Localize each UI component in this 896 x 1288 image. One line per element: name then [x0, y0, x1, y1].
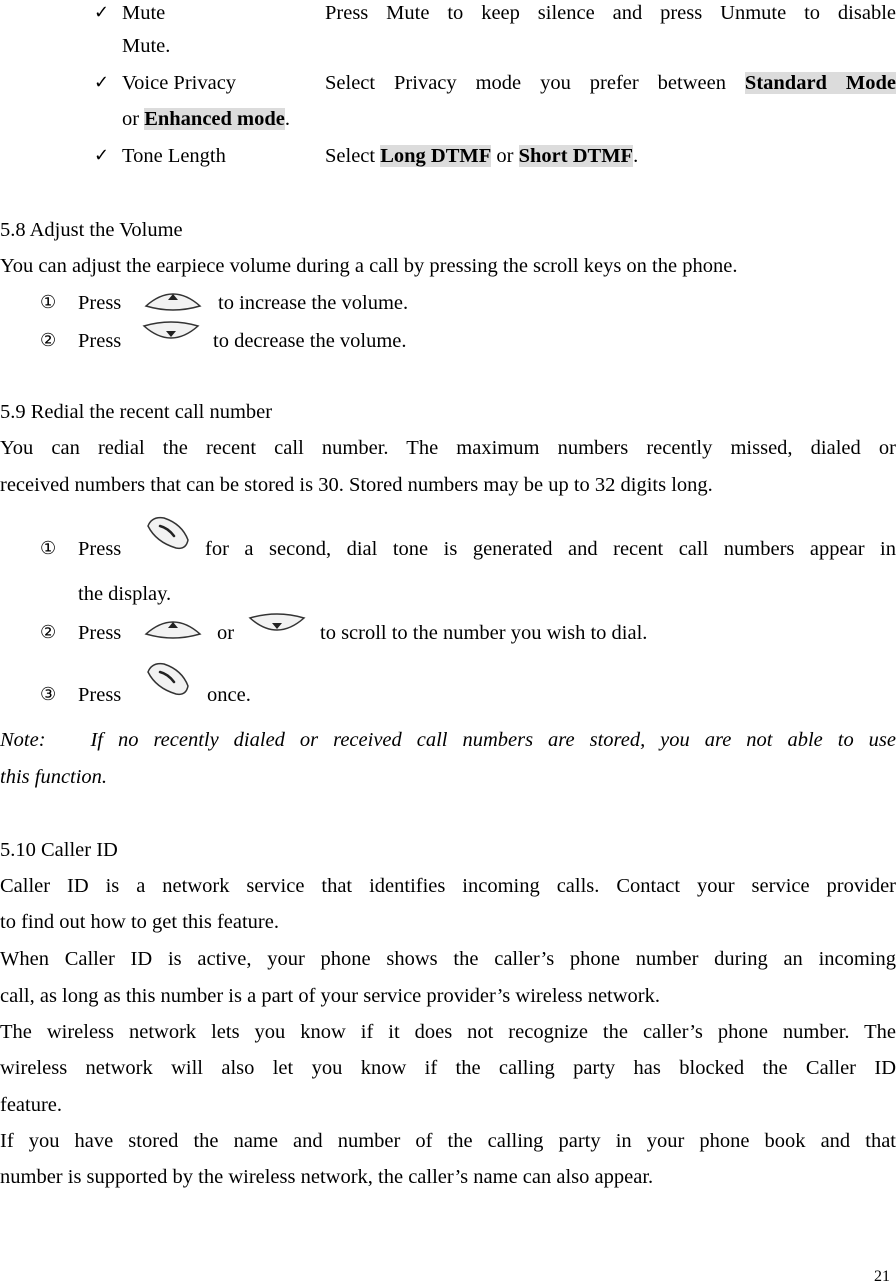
feature-desc-cont: or Enhanced mode.	[122, 108, 291, 130]
paragraph: The wireless network lets you know if it does not recognize the caller’s phone number. The	[0, 1021, 896, 1043]
paragraph: received numbers that can be stored is 30. Stored numbers may be up to 32 digits long.	[0, 474, 713, 496]
feature-name: Mute	[122, 2, 166, 24]
paragraph: When Caller ID is active, your phone shows the caller’s phone number during an incoming	[0, 948, 896, 970]
section-heading: 5.9 Redial the recent call number	[0, 401, 273, 423]
paragraph: You can adjust the earpiece volume during a call by pressing the scroll keys on the phone.	[0, 255, 738, 277]
scroll-down-key-icon	[140, 320, 202, 348]
feature-desc-cont: Mute.	[122, 35, 171, 57]
step-text: Press	[78, 684, 122, 706]
step-text: or	[217, 622, 235, 644]
step-text: to increase the volume.	[218, 292, 409, 314]
send-key-icon	[142, 658, 192, 700]
paragraph: If you have stored the name and number of the calling party in your phone book and that	[0, 1130, 896, 1152]
send-key-icon	[142, 512, 192, 554]
paragraph: You can redial the recent call number. The maximum numbers recently missed, dialed or	[0, 437, 896, 459]
paragraph: wireless network will also let you know if the calling party has blocked the Caller ID	[0, 1057, 896, 1079]
feature-desc: Press Mute to keep silence and press Unmute to disable	[325, 2, 896, 24]
checkmark-icon: ✓	[94, 2, 110, 23]
section-heading: 5.10 Caller ID	[0, 839, 118, 861]
step-marker: ③	[40, 684, 57, 705]
step-text: for a second, dial tone is generated and recent call numbers appear in	[205, 538, 896, 560]
feature-name: Tone Length	[122, 145, 226, 167]
step-marker: ②	[40, 622, 57, 643]
feature-desc: Select Long DTMF or Short DTMF.	[325, 145, 639, 167]
scroll-down-key-icon	[246, 612, 308, 640]
feature-name: Voice Privacy	[122, 72, 237, 94]
paragraph: number is supported by the wireless network, the caller’s name can also appear.	[0, 1166, 654, 1188]
note: Note: If no recently dialed or received call numbers are stored, you are not able to use	[0, 729, 896, 751]
scroll-up-key-icon	[142, 284, 204, 312]
step-text: Press	[78, 330, 122, 352]
step-text: Press	[78, 538, 122, 560]
note: this function.	[0, 766, 108, 788]
paragraph: call, as long as this number is a part of your service provider’s wireless network.	[0, 985, 661, 1007]
checkmark-icon: ✓	[94, 72, 110, 93]
step-text-cont: the display.	[78, 583, 172, 605]
section-heading: 5.8 Adjust the Volume	[0, 219, 183, 241]
step-text: once.	[207, 684, 251, 706]
step-marker: ①	[40, 538, 57, 559]
feature-desc: Select Privacy mode you prefer between Standard Mode	[325, 72, 896, 94]
paragraph: to find out how to get this feature.	[0, 911, 279, 933]
step-text: to scroll to the number you wish to dial.	[320, 622, 648, 644]
paragraph: feature.	[0, 1094, 63, 1116]
checkmark-icon: ✓	[94, 145, 110, 166]
scroll-up-key-icon	[142, 612, 204, 640]
paragraph: Caller ID is a network service that identifies incoming calls. Contact your service provider	[0, 875, 896, 897]
step-text: to decrease the volume.	[213, 330, 407, 352]
step-marker: ②	[40, 330, 57, 351]
page-number: 21	[874, 1268, 890, 1285]
step-marker: ①	[40, 292, 57, 313]
step-text: Press	[78, 292, 122, 314]
step-text: Press	[78, 622, 122, 644]
